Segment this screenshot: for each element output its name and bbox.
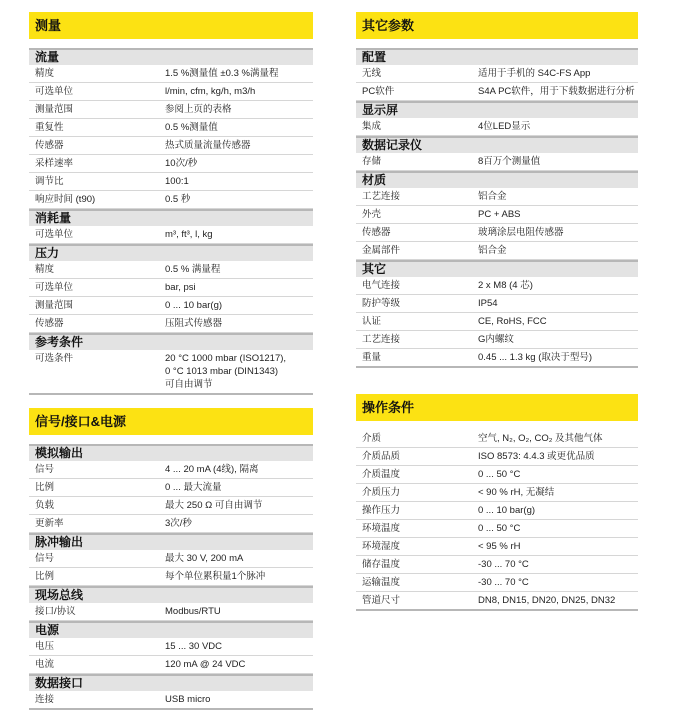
spec-label: 环境温度 <box>362 523 401 534</box>
spec-value: 铝合金 <box>478 191 507 202</box>
spec-row <box>356 206 638 224</box>
spec-value: ISO 8573: 4.4.3 或更优品质 <box>478 451 595 462</box>
spec-value: 最大 250 Ω 可自由调节 <box>165 500 263 511</box>
spec-label: 电流 <box>35 659 55 670</box>
signal-interface-power-panel <box>29 408 313 710</box>
spec-row <box>356 574 638 592</box>
spec-row <box>29 461 313 479</box>
spec-value: 压阻式传感器 <box>165 318 223 329</box>
spec-label: 存储 <box>362 156 382 167</box>
spec-row <box>356 502 638 520</box>
spec-label: 精度 <box>35 68 55 79</box>
spec-value: 热式质量流量传感器 <box>165 140 251 151</box>
spec-row <box>29 515 313 533</box>
spec-value: IP54 <box>478 298 498 309</box>
spec-label: 信号 <box>35 553 55 564</box>
spec-label: 电压 <box>35 641 55 652</box>
spec-label: 集成 <box>362 121 382 132</box>
spec-row <box>29 65 313 83</box>
spec-value: CE, RoHS, FCC <box>478 316 547 327</box>
spec-value: 0.5 秒 <box>165 194 191 205</box>
spec-label: 介质温度 <box>362 469 401 480</box>
spec-label: 认证 <box>362 316 382 327</box>
panel-title: 测量 <box>29 12 313 39</box>
spec-label: 传感器 <box>35 318 64 329</box>
spec-value: USB micro <box>165 694 211 705</box>
spec-row <box>29 479 313 497</box>
spec-row <box>356 484 638 502</box>
spec-label: 金属部件 <box>362 245 401 256</box>
spec-value: 4 ... 20 mA (4线), 隔离 <box>165 464 259 475</box>
section-heading: 材质 <box>356 171 638 188</box>
section-heading: 电源 <box>29 621 313 638</box>
spec-label: 介质压力 <box>362 487 401 498</box>
spec-label: 防护等级 <box>362 298 401 309</box>
spec-label: 负载 <box>35 500 55 511</box>
spec-value: 100:1 <box>165 176 189 187</box>
section-heading: 模拟输出 <box>29 444 313 461</box>
spec-row <box>29 691 313 710</box>
spec-row <box>29 603 313 621</box>
spec-label: 精度 <box>35 264 55 275</box>
section-heading: 脉冲输出 <box>29 533 313 550</box>
spec-label: 工艺连接 <box>362 334 401 345</box>
spec-row <box>356 313 638 331</box>
spec-value: PC + ABS <box>478 209 521 220</box>
spec-row <box>29 137 313 155</box>
spec-label: 重量 <box>362 352 382 363</box>
spec-value: 3次/秒 <box>165 518 192 529</box>
spec-label: 更新率 <box>35 518 64 529</box>
spec-value: 2 x M8 (4 芯) <box>478 280 533 291</box>
spec-label: 测量范围 <box>35 300 74 311</box>
spec-row <box>356 277 638 295</box>
spec-row <box>356 349 638 368</box>
spec-value: 铝合金 <box>478 245 507 256</box>
spec-value: 每个单位累积量1个脉冲 <box>165 571 266 582</box>
spec-label: PC软件 <box>362 86 395 97</box>
spec-row <box>29 261 313 279</box>
spec-value: Modbus/RTU <box>165 606 221 617</box>
spec-value: 适用于手机的 S4C-FS App <box>478 68 591 79</box>
spec-value: < 90 % rH, 无凝结 <box>478 487 555 498</box>
spec-row <box>356 331 638 349</box>
spec-label: 运输温度 <box>362 577 401 588</box>
spec-row <box>356 295 638 313</box>
spec-row <box>356 592 638 611</box>
spec-label: 重复性 <box>35 122 64 133</box>
spec-label: 传感器 <box>35 140 64 151</box>
spec-label: 传感器 <box>362 227 391 238</box>
spec-row <box>29 101 313 119</box>
spec-row <box>29 568 313 586</box>
spec-label: 响应时间 (t90) <box>35 194 96 205</box>
spec-label: 介质品质 <box>362 451 401 462</box>
spec-row <box>29 83 313 101</box>
spec-value: 1.5 %测量值 ±0.3 %满量程 <box>165 68 279 79</box>
spec-label: 可选单位 <box>35 229 74 240</box>
spec-label: 电气连接 <box>362 280 401 291</box>
spec-row <box>29 155 313 173</box>
spec-row <box>356 520 638 538</box>
spec-label: 可选单位 <box>35 86 74 97</box>
spec-value: S4A PC软件，用于下载数据进行分析 <box>478 86 635 97</box>
section-heading: 显示屏 <box>356 101 638 118</box>
spec-row <box>356 224 638 242</box>
panel-title: 操作条件 <box>356 394 638 421</box>
spec-row <box>356 118 638 136</box>
spec-row <box>356 65 638 83</box>
spec-label: 调节比 <box>35 176 64 187</box>
spec-row <box>356 430 638 448</box>
spec-value: DN8, DN15, DN20, DN25, DN32 <box>478 595 616 606</box>
section-heading: 压力 <box>29 244 313 261</box>
spec-row <box>29 550 313 568</box>
spec-row <box>29 638 313 656</box>
spec-value: 最大 30 V, 200 mA <box>165 553 244 564</box>
spec-row <box>29 226 313 244</box>
spec-row <box>356 466 638 484</box>
spec-value: 玻璃涂层电阻传感器 <box>478 227 564 238</box>
spec-row <box>356 538 638 556</box>
spec-value: 0.5 % 满量程 <box>165 264 221 275</box>
section-heading: 参考条件 <box>29 333 313 350</box>
spec-row <box>29 279 313 297</box>
section-heading: 数据接口 <box>29 674 313 691</box>
spec-label: 外壳 <box>362 209 382 220</box>
panel-title: 其它参数 <box>356 12 638 39</box>
spec-label: 接口/协议 <box>35 606 76 617</box>
spec-value: G内螺纹 <box>478 334 514 345</box>
spec-label: 采样速率 <box>35 158 74 169</box>
spec-row <box>29 191 313 209</box>
spec-value: 空气, N₂, O₂, CO₂ 及其他气体 <box>478 433 603 444</box>
spec-label: 测量范围 <box>35 104 74 115</box>
section-heading: 现场总线 <box>29 586 313 603</box>
spec-row <box>29 497 313 515</box>
spec-label: 介质 <box>362 433 382 444</box>
spec-label: 连接 <box>35 694 55 705</box>
spec-label: 可选单位 <box>35 282 74 293</box>
spec-row <box>29 119 313 137</box>
spec-row <box>29 173 313 191</box>
other-params-panel <box>356 12 638 368</box>
spec-row <box>29 350 313 395</box>
section-heading: 流量 <box>29 48 313 65</box>
spec-value: 4位LED显示 <box>478 121 531 132</box>
spec-label: 管道尺寸 <box>362 595 401 606</box>
operating-conditions-panel <box>356 394 638 611</box>
panel-title: 信号/接口&电源 <box>29 408 313 435</box>
spec-value: 0 ... 10 bar(g) <box>478 505 536 516</box>
spec-label: 储存温度 <box>362 559 401 570</box>
spec-value: 10次/秒 <box>165 158 198 169</box>
spec-row <box>29 656 313 674</box>
spec-value: 0 ... 最大流量 <box>165 482 222 493</box>
spec-row <box>356 556 638 574</box>
spec-value: 20 °C 1000 mbar (ISO1217), 0 °C 1013 mbar (DIN1343) 可自由调节 <box>165 353 287 390</box>
spec-row <box>29 315 313 333</box>
spec-value: < 95 % rH <box>478 541 521 552</box>
spec-value: 0.45 ... 1.3 kg (取决于型号) <box>478 352 593 363</box>
spec-value: 0 ... 50 °C <box>478 469 521 480</box>
spec-label: 环境湿度 <box>362 541 401 552</box>
spec-row <box>356 188 638 206</box>
spec-value: -30 ... 70 °C <box>478 577 529 588</box>
spec-row <box>356 153 638 171</box>
spec-label: 信号 <box>35 464 55 475</box>
spec-value: 参阅上页的表格 <box>165 104 232 115</box>
spec-value: bar, psi <box>165 282 196 293</box>
spec-row <box>356 448 638 466</box>
spec-value: 8百万个测量值 <box>478 156 541 167</box>
spec-label: 可选条件 <box>35 353 74 364</box>
spec-value: 120 mA @ 24 VDC <box>165 659 246 670</box>
section-heading: 其它 <box>356 260 638 277</box>
measurement-panel <box>29 12 313 395</box>
spec-value: l/min, cfm, kg/h, m3/h <box>165 86 256 97</box>
spec-label: 工艺连接 <box>362 191 401 202</box>
spec-label: 比例 <box>35 571 55 582</box>
spec-value: 15 ... 30 VDC <box>165 641 223 652</box>
spec-label: 操作压力 <box>362 505 401 516</box>
spec-row <box>356 242 638 260</box>
section-heading: 数据记录仪 <box>356 136 638 153</box>
section-heading: 消耗量 <box>29 209 313 226</box>
spec-value: m³, ft³, l, kg <box>165 229 213 240</box>
spec-value: 0.5 %测量值 <box>165 122 218 133</box>
section-heading: 配置 <box>356 48 638 65</box>
spec-row <box>29 297 313 315</box>
spec-label: 无线 <box>362 68 382 79</box>
spec-label: 比例 <box>35 482 55 493</box>
spec-value: -30 ... 70 °C <box>478 559 529 570</box>
spec-value: 0 ... 10 bar(g) <box>165 300 223 311</box>
spec-value: 0 ... 50 °C <box>478 523 521 534</box>
spec-row <box>356 83 638 101</box>
